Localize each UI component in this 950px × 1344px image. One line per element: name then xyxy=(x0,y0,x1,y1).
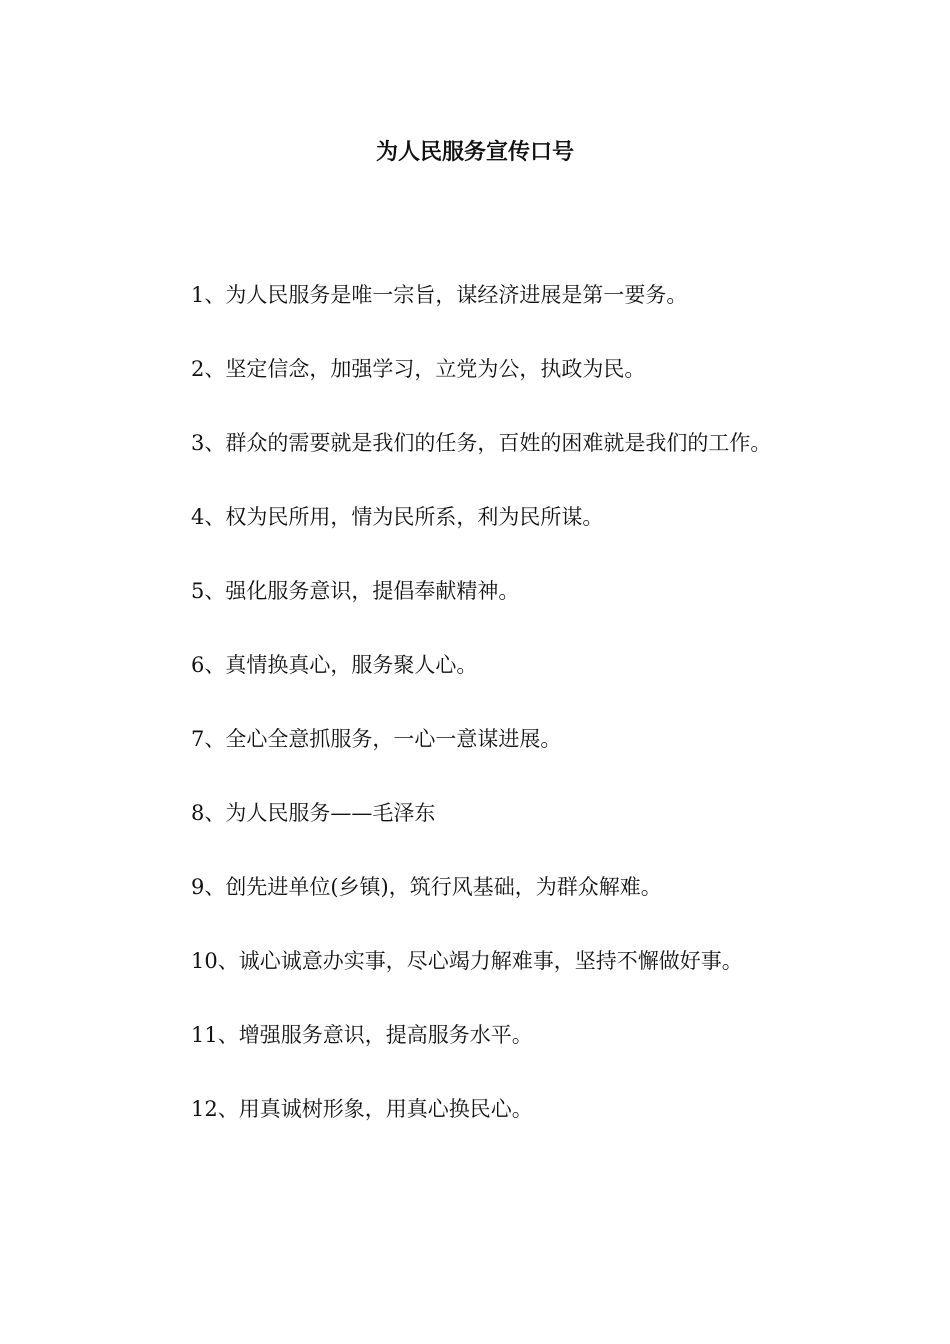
slogan-item-11: 11、增强服务意识，提高服务水平。 xyxy=(191,1023,533,1047)
slogan-item-9: 9、创先进单位(乡镇)，筑行风基础，为群众解难。 xyxy=(191,875,662,899)
slogan-item-2: 2、坚定信念，加强学习，立党为公，执政为民。 xyxy=(191,357,646,381)
slogan-item-4: 4、权为民所用，情为民所系，利为民所谋。 xyxy=(191,505,604,529)
slogan-item-1: 1、为人民服务是唯一宗旨，谋经济进展是第一要务。 xyxy=(191,283,688,307)
slogan-list xyxy=(145,258,810,1146)
slogan-item-12: 12、用真诚树形象，用真心换民心。 xyxy=(191,1097,533,1121)
slogan-item-6: 6、真情换真心，服务聚人心。 xyxy=(191,653,478,677)
slogan-item-3: 3、群众的需要就是我们的任务，百姓的困难就是我们的工作。 xyxy=(191,431,772,455)
slogan-item-10: 10、诚心诚意办实事，尽心竭力解难事，坚持不懈做好事。 xyxy=(191,949,743,973)
slogan-item-7: 7、全心全意抓服务，一心一意谋进展。 xyxy=(191,727,562,751)
slogan-item-5: 5、强化服务意识，提倡奉献精神。 xyxy=(191,579,520,603)
slogan-item-8: 8、为人民服务——毛泽东 xyxy=(191,801,436,825)
document-title: 为人民服务宣传口号 xyxy=(375,139,574,165)
